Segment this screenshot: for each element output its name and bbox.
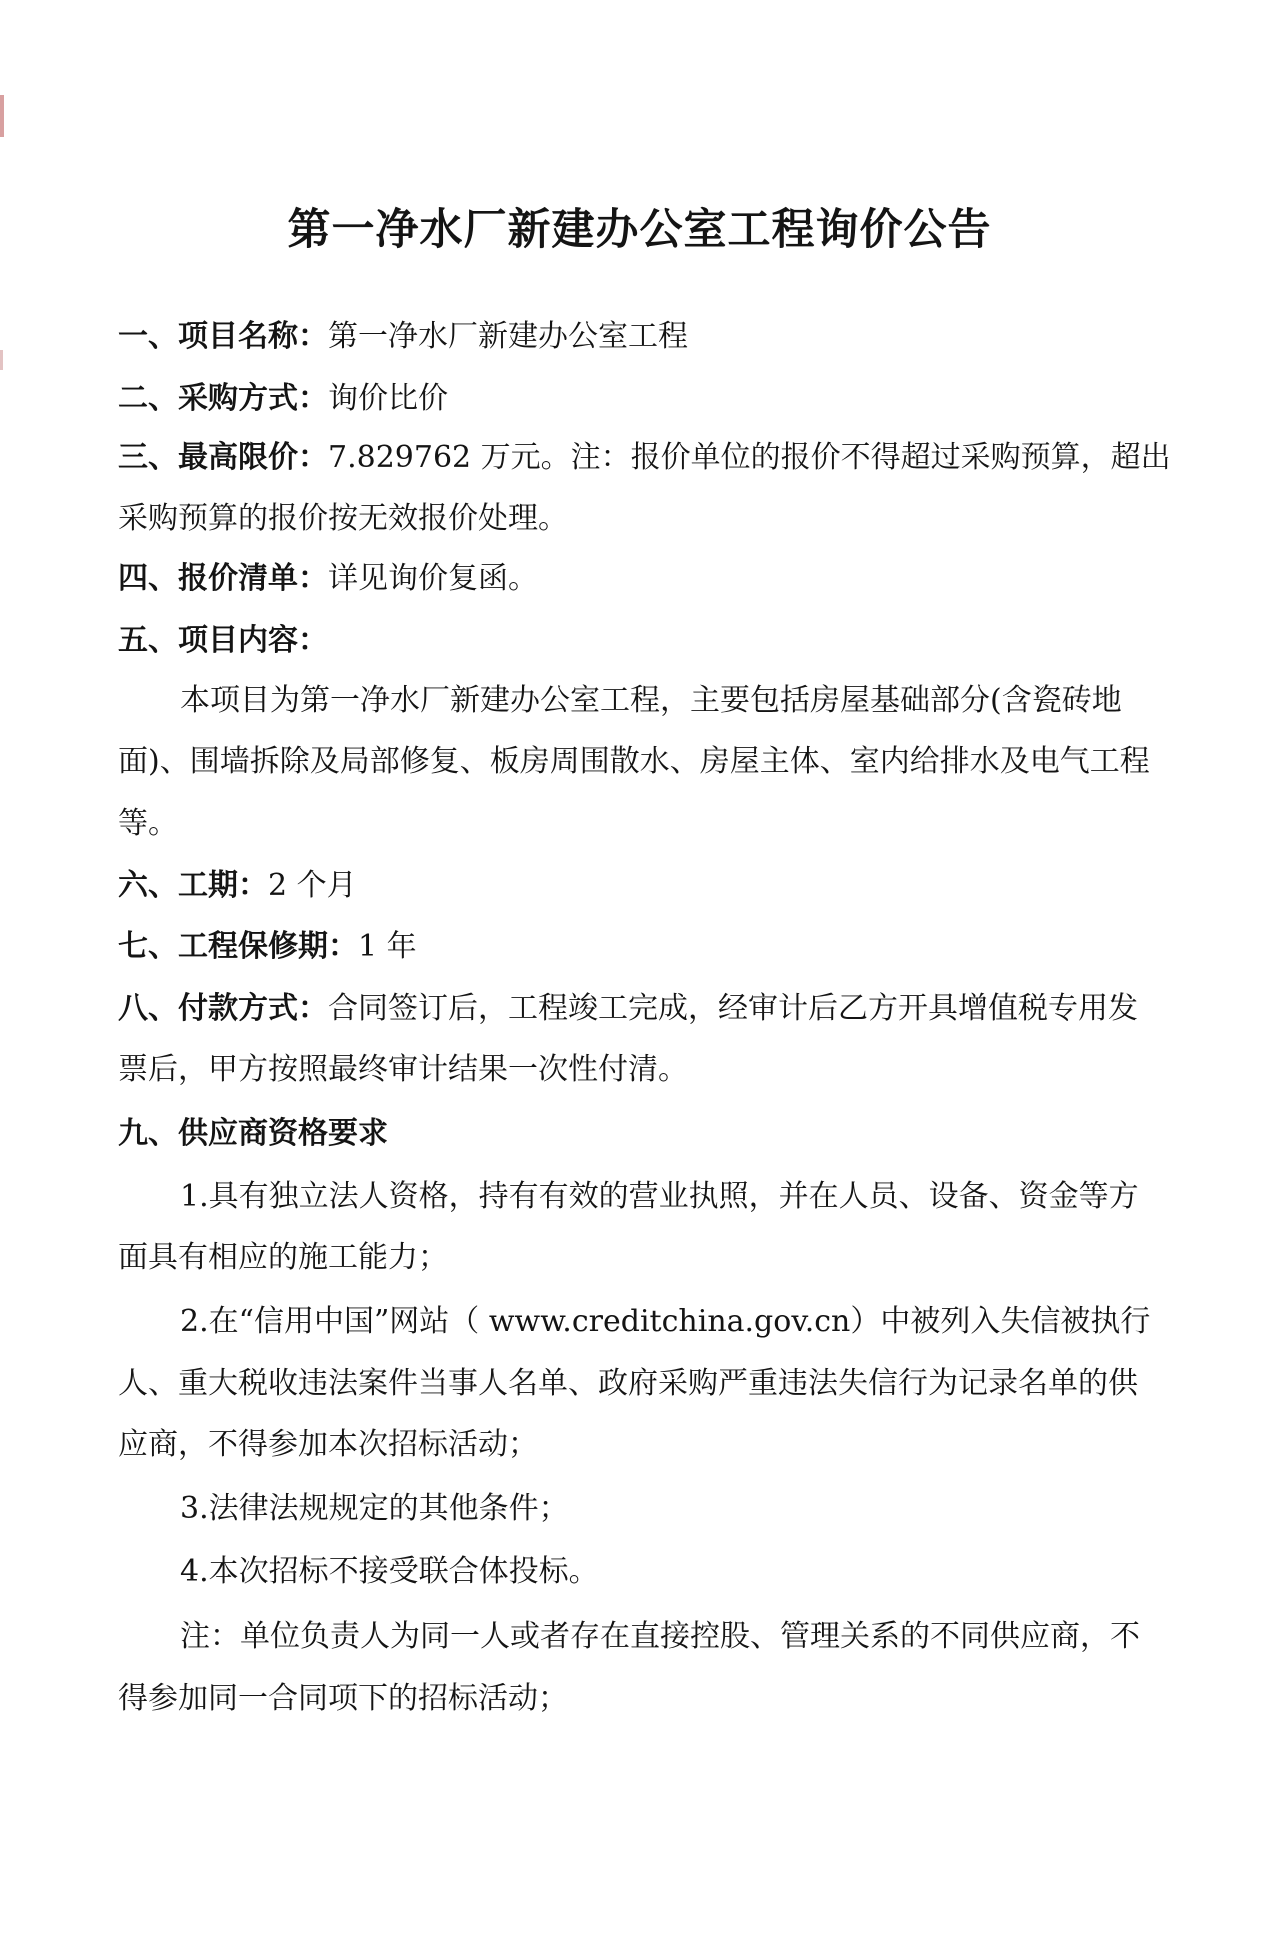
qualification-line: 1.具有独立法人资格，持有有效的营业执照，并在人员、设备、资金等方: [180, 1179, 1139, 1214]
section-text: 2 个月: [268, 868, 357, 903]
qualification-line: 3.法律法规规定的其他条件；: [180, 1491, 569, 1526]
qualification-line: 4.本次招标不接受联合体投标。: [180, 1554, 599, 1589]
section-max-price: [118, 439, 1171, 477]
section-duration: [118, 867, 357, 905]
section-text: 详见询价复函。: [328, 561, 538, 596]
section-label: 五、项目内容：: [118, 623, 328, 658]
section-label: 九、供应商资格要求: [118, 1116, 388, 1151]
scan-edge-mark: [0, 95, 4, 137]
section-label: 四、报价清单：: [118, 561, 328, 596]
section-text: 1 年: [358, 929, 417, 964]
section-text: 7.829762 万元。注：报价单位的报价不得超过采购预算，超出: [328, 440, 1171, 475]
qualification-note-line: 得参加同一合同项下的招标活动；: [118, 1681, 568, 1716]
section-max-price-cont: 采购预算的报价按无效报价处理。: [118, 501, 568, 536]
qualification-line: 2.在“信用中国”网站（ www.creditchina.gov.cn）中被列入失信被执行: [180, 1304, 1151, 1339]
page-title: 第一净水厂新建办公室工程询价公告: [287, 205, 992, 255]
section-label: 八、付款方式：: [118, 991, 328, 1026]
section-project-content: [118, 622, 328, 660]
section-text: 第一净水厂新建办公室工程: [328, 319, 688, 354]
section-project-name: [118, 318, 688, 356]
qualification-line: 应商，不得参加本次招标活动；: [118, 1427, 538, 1462]
section-label: 二、采购方式：: [118, 381, 328, 416]
section-quote-list: [118, 560, 538, 598]
section-label: 三、最高限价：: [118, 440, 328, 475]
qualification-line: 人、重大税收违法案件当事人名单、政府采购严重违法失信行为记录名单的供: [118, 1366, 1138, 1401]
content-line: 面)、围墙拆除及局部修复、板房周围散水、房屋主体、室内给排水及电气工程: [118, 744, 1150, 779]
qualification-note-line: 注：单位负责人为同一人或者存在直接控股、管理关系的不同供应商，不: [180, 1619, 1140, 1654]
content-line: 本项目为第一净水厂新建办公室工程，主要包括房屋基础部分(含瓷砖地: [180, 683, 1122, 718]
scan-edge-mark: [0, 350, 3, 370]
section-text: 合同签订后，工程竣工完成，经审计后乙方开具增值税专用发: [328, 991, 1138, 1026]
section-payment-cont: 票后，甲方按照最终审计结果一次性付清。: [118, 1052, 688, 1087]
section-qualifications: [118, 1115, 388, 1153]
section-payment: [118, 990, 1138, 1028]
section-warranty: [118, 928, 417, 966]
content-line: 等。: [118, 806, 178, 841]
section-label: 七、工程保修期：: [118, 929, 358, 964]
section-text: 询价比价: [328, 381, 448, 416]
section-procurement-method: [118, 380, 448, 418]
section-label: 一、项目名称：: [118, 319, 328, 354]
section-label: 六、工期：: [118, 868, 268, 903]
qualification-line: 面具有相应的施工能力；: [118, 1240, 448, 1275]
